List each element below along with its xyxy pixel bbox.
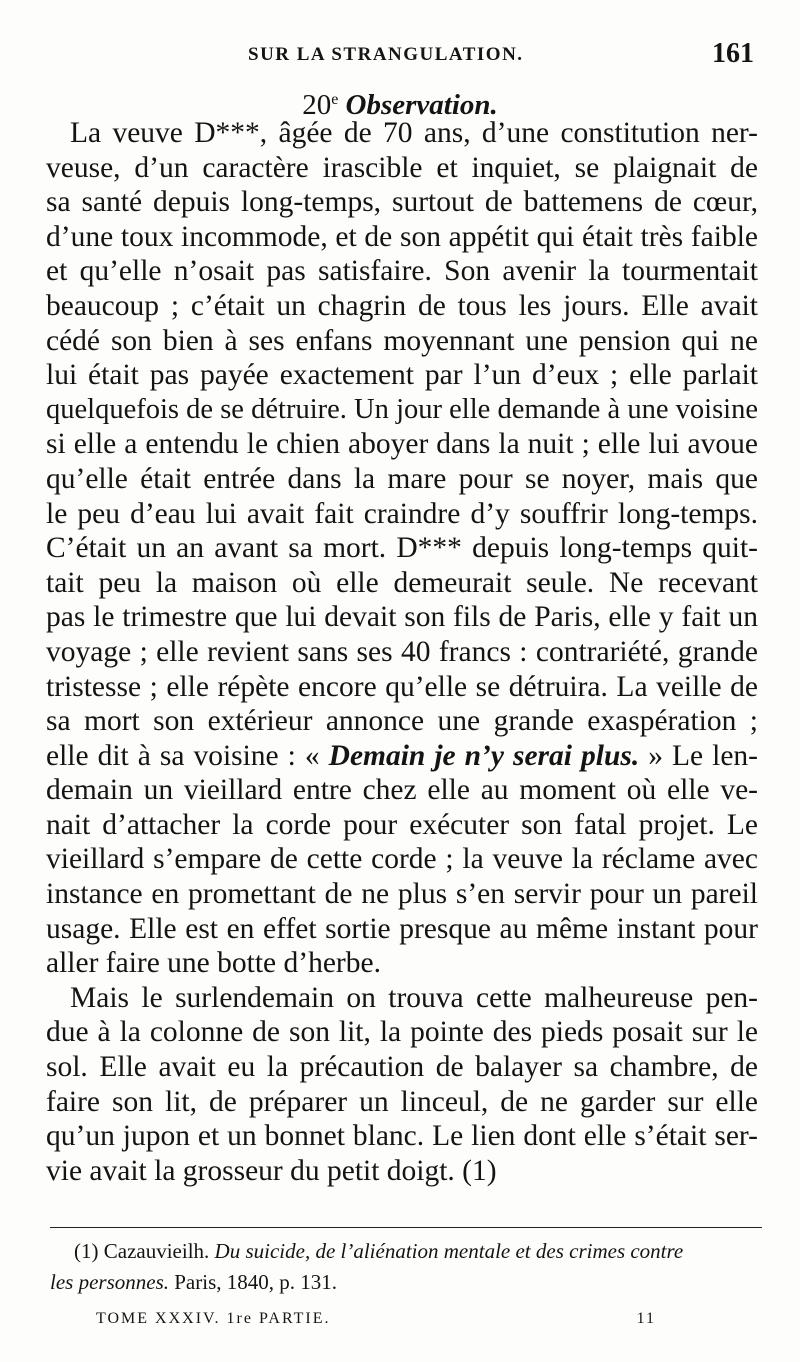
footnote-work-title-cont: les personnes. — [50, 1270, 169, 1294]
text-line: sa mort son extérieur annonce une grande exaspération ; — [46, 705, 758, 738]
text-line: pas le trimestre que lui devait son fils de Paris, elle y fait un — [46, 601, 758, 634]
paragraph-2 — [46, 981, 758, 1189]
text-line: nait d’attacher la corde pour exécuter son fatal projet. Le — [46, 808, 758, 841]
text-line: usage. Elle est en effet sortie presque au même instant pour — [46, 912, 758, 945]
text-line: si elle a entendu le chien aboyer dans la nuit ; elle lui avoue — [46, 428, 758, 461]
text-line: sa santé depuis long-temps, surtout de battemens de cœur, — [46, 186, 758, 219]
quote-lead-out: » Le len- — [639, 739, 758, 772]
footnote-marker: (1) — [74, 1239, 99, 1263]
text-line: faire son lit, de préparer un linceul, de ne garder sur elle — [46, 1085, 758, 1118]
text-line: qu’elle était entrée dans la mare pour se noyer, mais que — [46, 462, 758, 495]
quoted-speech: Demain je n’y serai plus. — [328, 739, 640, 772]
paragraph-1 — [46, 116, 758, 981]
text-line: sol. Elle avait eu la précaution de balayer sa chambre, de — [46, 1051, 758, 1084]
text-line: cédé son bien à ses enfans moyennant une pension qui ne — [46, 324, 758, 357]
footnote-line-1 — [50, 1236, 762, 1267]
signature-tome: TOME XXXIV. 1re PARTIE. — [96, 1310, 331, 1327]
text-line: C’était un an avant sa mort. D*** depuis long-temps quit- — [46, 532, 758, 565]
text-line: Mais le surlendemain on trouva cette malheureuse pen- — [70, 981, 758, 1014]
footnote-author: Cazauvieilh. — [103, 1239, 210, 1263]
signature-sheet: 11 — [636, 1310, 656, 1327]
text-line: d’une toux incommode, et de son appétit qui était très faible — [46, 220, 758, 253]
text-line: beaucoup ; c’était un chagrin de tous les jours. Elle avait — [46, 289, 758, 322]
text-line: et qu’elle n’osait pas satisfaire. Son avenir la tourmentait — [46, 255, 758, 288]
observation-title: Observation. — [345, 89, 498, 121]
text-line: qu’un jupon et un bonnet blanc. Le lien dont elle s’était ser- — [46, 1120, 758, 1153]
text-line-quote — [46, 739, 758, 774]
footnote-work-title: Du suicide, de l’aliénation mentale et des crimes contre — [214, 1239, 684, 1263]
footnote-rule — [50, 1227, 762, 1228]
quote-lead-in: elle dit à sa voisine : « — [46, 739, 329, 772]
footnote — [50, 1236, 762, 1298]
text-line: demain un vieillard entre chez elle au moment où elle ve- — [46, 774, 758, 807]
text-line: veuse, d’un caractère irascible et inquiet, se plaignait de — [46, 151, 758, 184]
text-line: La veuve D***, âgée de 70 ans, d’une constitution ner- — [70, 117, 758, 149]
text-line: voyage ; elle revient sans ses 40 francs : contrariété, grande — [46, 635, 758, 668]
text-line: tristesse ; elle répète encore qu’elle se détruira. La veille de — [46, 670, 758, 703]
body-text — [46, 116, 758, 1188]
text-line: tait peu la maison où elle demeurait seule. Ne recevant — [46, 566, 758, 599]
page-header — [248, 38, 754, 78]
signature-line — [96, 1310, 656, 1334]
footnote-imprint: Paris, 1840, p. 131. — [174, 1270, 337, 1294]
page-number: 161 — [712, 38, 754, 69]
text-line: due à la colonne de son lit, la pointe des pieds posait sur le — [46, 1016, 758, 1049]
text-line: vieillard s’empare de cette corde ; la veuve la réclame avec — [46, 843, 758, 876]
observation-number: 20e — [302, 89, 339, 121]
text-line: lui était pas payée exactement par l’un d’eux ; elle parlait — [46, 359, 758, 392]
text-line: vie avait la grosseur du petit doigt. (1) — [46, 1154, 497, 1187]
running-head: SUR LA STRANGULATION. — [248, 44, 524, 65]
text-line: le peu d’eau lui avait fait craindre d’y souffrir long-temps. — [46, 497, 758, 530]
footnote-line-2 — [50, 1267, 762, 1298]
text-line: aller faire une botte d’herbe. — [46, 947, 381, 980]
text-line: quelquefois de se détruire. Un jour elle demande à une voisine — [46, 393, 758, 425]
text-line: instance en promettant de ne plus s’en servir pour un pareil — [46, 878, 758, 911]
